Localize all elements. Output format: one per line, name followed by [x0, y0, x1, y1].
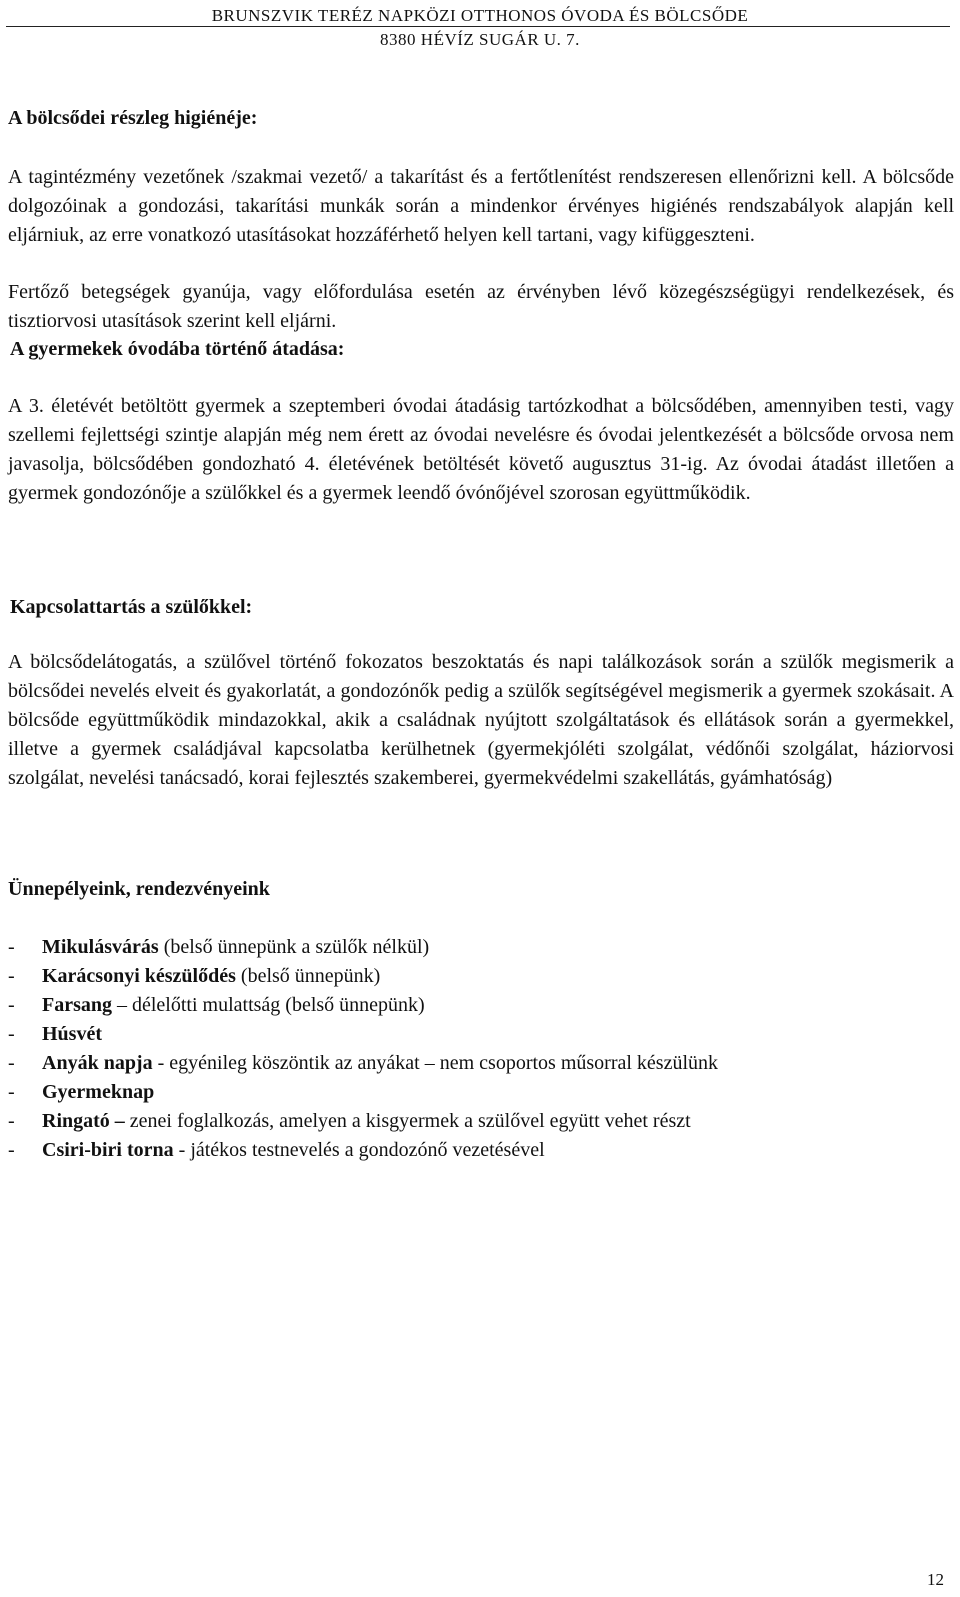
hygiene-paragraph-2: Fertőző betegségek gyanúja, vagy előfordulása esetén az érvényben lévő közegészségügyi rendelkezések, és tisztiorvosi utasítások szerint kell eljárni.	[8, 281, 954, 332]
list-item: - Mikulásvárás (belső ünnepünk a szülők nélkül)	[8, 936, 430, 958]
institution-address: 8380 HÉVÍZ SUGÁR U. 7.	[380, 30, 580, 49]
list-item: - Ringató – zenei foglalkozás, amelyen a kisgyermek a szülővel együtt vehet részt	[8, 1110, 691, 1132]
section-title-hygiene: A bölcsődei részleg higiénéje:	[8, 107, 258, 129]
list-item: - Farsang – délelőtti mulattság (belső ünnepünk)	[8, 994, 425, 1016]
contact-paragraph: A bölcsődelátogatás, a szülővel történő fokozatos beszoktatás és napi találkozások során a szülők megismerik a bölcsődei nevelés elveit és gyakorlatát, a gondozónők pedig a szülők segítségével megismerik a gyermek szokásait. A bölcsőde együttműködik mindazokkal, akik a családnak nyújtott szolgáltatások és ellátások során a gyermekkel, illetve a gyermek családjával kapcsolatba kerülhetnek (gyermekjóléti szolgálat, védőnői szolgálat, háziorvosi szolgálat, nevelési tanácsadó, korai fejlesztés szakemberei, gyermekvédelmi szakellátás, gyámhatóság)	[8, 651, 954, 789]
section-title-contact: Kapcsolattartás a szülőkkel:	[10, 596, 253, 618]
section-title-transfer: A gyermekek óvodába történő átadása:	[10, 338, 345, 360]
list-item: - Húsvét	[8, 1023, 102, 1045]
institution-name: BRUNSZVIK TERÉZ NAPKÖZI OTTHONOS ÓVODA ÉS BÖLCSŐDE	[211, 6, 749, 25]
header-divider	[6, 26, 950, 27]
list-item: - Anyák napja - egyénileg köszöntik az anyákat – nem csoportos műsorral készülünk	[8, 1052, 719, 1074]
transfer-paragraph: A 3. életévét betöltött gyermek a szeptemberi óvodai átadásig tartózkodhat a bölcsődében, amennyiben testi, vagy szellemi fejlettségi szintje alapján még nem érett az óvodai nevelésre és óvodai jelentkezését a bölcsőde orvosa nem javasolja, bölcsődében gondozható 4. életévének betöltését követő augusztus 31-ig. Az óvodai átadást illetően a gyermek gondozónője a szülőkkel és a gyermek leendő óvónőjével szorosan együttműködik.	[8, 395, 954, 504]
list-item: - Gyermeknap	[8, 1081, 155, 1103]
hygiene-paragraph-1: A tagintézmény vezetőnek /szakmai vezető/ a takarítást és a fertőtlenítést rendszeresen ellenőrizni kell. A bölcsőde dolgozóinak a gondozási, takarítási munkák során a mindenkor érvényes higiénés rendszabályok alapján kell eljárniuk, az erre vonatkozó utasításokat hozzáférhető helyen kell tartani, vagy kifüggeszteni.	[8, 166, 954, 246]
list-item: - Csiri-biri torna - játékos testnevelés a gondozónő vezetésével	[8, 1139, 545, 1161]
events-list	[8, 933, 718, 1165]
section-title-events: Ünnepélyeink, rendezvényeink	[8, 878, 270, 900]
list-item: - Karácsonyi készülődés (belső ünnepünk)	[8, 965, 381, 987]
page-number: 12	[927, 1570, 944, 1589]
